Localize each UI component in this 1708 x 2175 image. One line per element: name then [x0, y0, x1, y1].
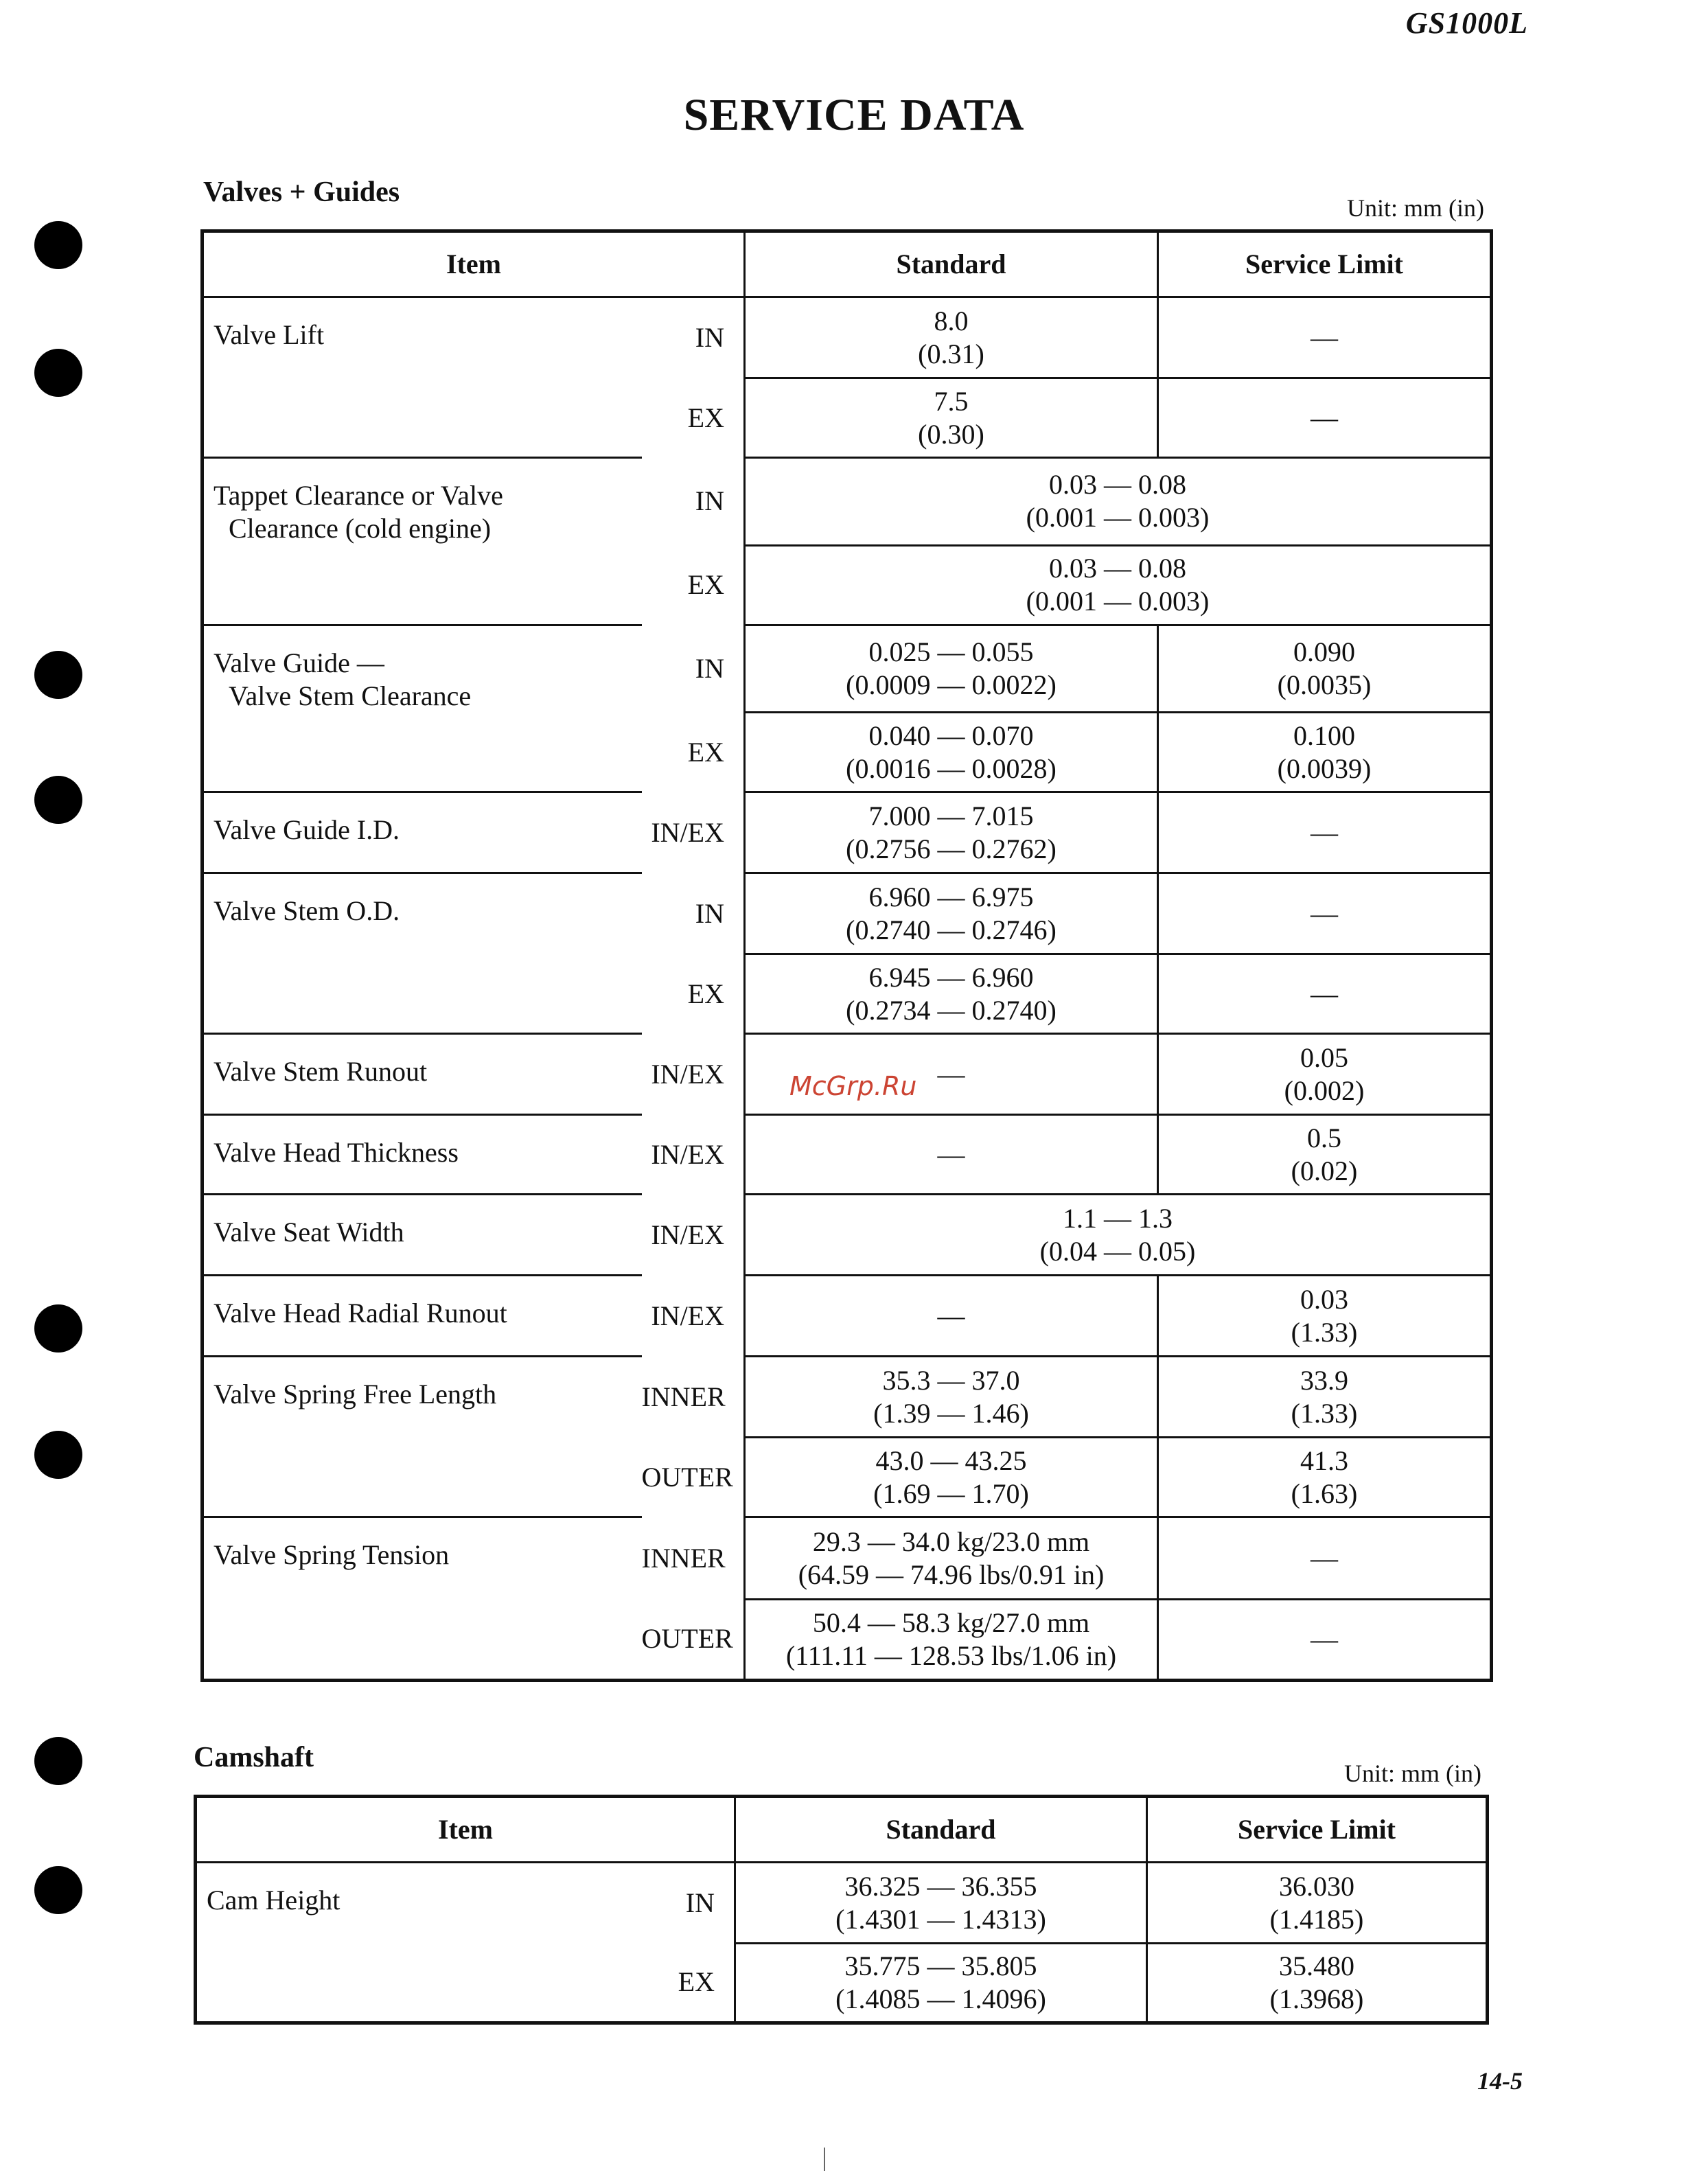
service-limit-value — [1158, 1034, 1492, 1115]
standard-value-line: (1.4085 — 1.4096) — [835, 1983, 1046, 2014]
page-number: 14-5 — [1477, 2067, 1523, 2095]
item-name-line-2: Valve Stem Clearance — [229, 680, 472, 711]
item-name-line: Valve Stem Runout — [214, 1056, 428, 1087]
service-limit-value-line: 35.480 — [1279, 1950, 1354, 1981]
standard-value-line: (64.59 — 74.96 lbs/0.91 in) — [798, 1558, 1105, 1590]
item-name-line: Valve Guide — — [214, 647, 384, 678]
standard-value — [745, 954, 1158, 1034]
binder-hole — [34, 349, 82, 397]
item-name-line-2: Clearance (cold engine) — [229, 513, 492, 544]
service-limit-value-line: — — [1311, 816, 1338, 848]
service-limit-value-line: — — [1311, 321, 1338, 353]
standard-value — [745, 873, 1158, 954]
standard-value-line: 0.03 — 0.08 — [1049, 553, 1186, 584]
table-row — [203, 792, 1492, 873]
binder-hole — [34, 1737, 82, 1785]
table-row — [196, 1863, 1488, 1944]
item-code: IN/EX — [642, 1034, 745, 1115]
standard-value-line: (111.11 — 128.53 lbs/1.06 in) — [785, 1640, 1117, 1671]
page-title: SERVICE DATA — [683, 90, 1025, 140]
service-limit-value — [1158, 1438, 1492, 1517]
service-limit-value-line: (1.4185) — [1269, 1903, 1364, 1935]
standard-value — [745, 545, 1492, 625]
service-limit-value-line: (1.63) — [1291, 1477, 1358, 1509]
table-row — [203, 1438, 1492, 1517]
standard-value — [745, 1357, 1158, 1438]
standard-value — [745, 1517, 1158, 1600]
table-row — [203, 545, 1492, 625]
standard-value-line: (1.69 — 1.70) — [873, 1477, 1029, 1509]
standard-value — [745, 1115, 1158, 1195]
standard-value — [745, 297, 1158, 378]
standard-value-line: 1.1 — 1.3 — [1063, 1202, 1173, 1234]
item-name-line: Valve Spring Tension — [214, 1539, 450, 1570]
service-limit-value — [1158, 378, 1492, 458]
standard-value-line: 36.325 — 36.355 — [844, 1870, 1037, 1902]
item-name — [203, 713, 642, 792]
table-row — [203, 1115, 1492, 1195]
service-limit-value-line: (0.0035) — [1277, 669, 1372, 700]
service-limit-value — [1158, 1517, 1492, 1600]
standard-value-line: — — [937, 1138, 965, 1170]
item-name — [203, 297, 642, 378]
item-code: IN — [642, 873, 745, 954]
standard-value-line: (0.0016 — 0.0028) — [846, 752, 1057, 784]
standard-value — [745, 458, 1492, 546]
table-row — [196, 1944, 1488, 2023]
service-limit-value — [1158, 1115, 1492, 1195]
service-limit-value — [1158, 954, 1492, 1034]
item-code: IN — [642, 625, 745, 713]
standard-value-line: (0.2756 — 0.2762) — [846, 833, 1057, 864]
service-limit-value-line: 41.3 — [1300, 1445, 1348, 1476]
service-limit-value — [1158, 713, 1492, 792]
item-name-line: Valve Spring Free Length — [214, 1379, 497, 1409]
standard-value-line: 50.4 — 58.3 kg/27.0 mm — [812, 1607, 1090, 1638]
table-row — [203, 1357, 1492, 1438]
item-code: EX — [642, 954, 745, 1034]
service-limit-value — [1158, 792, 1492, 873]
standard-value-line: (0.04 — 0.05) — [1039, 1235, 1196, 1267]
item-name — [203, 1600, 642, 1681]
unit-label-valves: Unit: mm (in) — [1347, 194, 1484, 222]
col-header-standard: Standard — [735, 1797, 1147, 1863]
crop-mark — [824, 2148, 825, 2171]
service-limit-value-line: — — [1311, 1542, 1338, 1574]
standard-value-line: — — [937, 1058, 965, 1090]
standard-value-line: 35.3 — 37.0 — [882, 1364, 1020, 1396]
standard-value-line: (0.2734 — 0.2740) — [846, 994, 1057, 1026]
standard-value-line: (0.30) — [918, 418, 984, 450]
standard-value-line: 0.040 — 0.070 — [868, 720, 1034, 751]
service-limit-value-line: 0.03 — [1300, 1283, 1348, 1315]
item-name — [203, 545, 642, 625]
table-row — [203, 1195, 1492, 1276]
item-name — [203, 792, 642, 873]
standard-value — [735, 1863, 1147, 1944]
standard-value — [745, 625, 1158, 713]
col-header-item: Item — [196, 1797, 735, 1863]
service-limit-value — [1147, 1863, 1488, 1944]
service-limit-value — [1158, 873, 1492, 954]
item-code: EX — [642, 378, 745, 458]
binder-hole — [34, 221, 82, 269]
item-name-line: Valve Head Thickness — [214, 1137, 459, 1168]
standard-value — [745, 1600, 1158, 1681]
standard-value-line: 6.945 — 6.960 — [868, 961, 1034, 993]
standard-value-line: 0.03 — 0.08 — [1049, 469, 1186, 500]
watermark-text: McGrp.Ru — [789, 1071, 917, 1101]
standard-value-line: 0.025 — 0.055 — [868, 636, 1034, 667]
service-limit-value-line: (1.33) — [1291, 1397, 1358, 1429]
service-limit-value-line: — — [1311, 897, 1338, 929]
item-name — [203, 1034, 642, 1115]
item-name-line: Valve Seat Width — [214, 1217, 404, 1247]
standard-value-line: — — [937, 1300, 965, 1331]
standard-value-line: 6.960 — 6.975 — [868, 881, 1034, 912]
item-name-line: Valve Guide I.D. — [214, 814, 400, 845]
item-name — [203, 1517, 642, 1600]
table-row — [203, 1517, 1492, 1600]
table-row — [203, 1600, 1492, 1681]
service-limit-value-line: — — [1311, 402, 1338, 433]
item-name-line: Valve Head Radial Runout — [214, 1298, 507, 1328]
item-name — [203, 1115, 642, 1195]
standard-value — [745, 1195, 1492, 1276]
standard-value — [745, 713, 1158, 792]
table-row — [203, 713, 1492, 792]
item-name — [196, 1944, 632, 2023]
service-limit-value-line: 33.9 — [1300, 1364, 1348, 1396]
item-name — [203, 1276, 642, 1357]
standard-value — [745, 378, 1158, 458]
table-row — [203, 625, 1492, 713]
service-limit-value-line: 36.030 — [1279, 1870, 1354, 1902]
item-code: IN — [642, 458, 745, 546]
service-limit-value — [1158, 297, 1492, 378]
standard-value-line: (0.001 — 0.003) — [1026, 586, 1210, 617]
item-code: IN/EX — [642, 1195, 745, 1276]
table-row — [203, 954, 1492, 1034]
binder-hole — [34, 651, 82, 699]
item-code: INNER — [642, 1517, 745, 1600]
item-name-line: Valve Stem O.D. — [214, 895, 400, 926]
service-limit-value — [1147, 1944, 1488, 2023]
standard-value-line: 8.0 — [934, 305, 969, 336]
item-name-line: Cam Height — [207, 1885, 341, 1915]
standard-value-line: (0.0009 — 0.0022) — [846, 669, 1057, 700]
service-limit-value — [1158, 1357, 1492, 1438]
binder-hole — [34, 1304, 82, 1353]
section-heading-camshaft: Camshaft — [194, 1742, 314, 1773]
standard-value — [745, 792, 1158, 873]
item-name-line: Valve Lift — [214, 319, 325, 350]
item-code: EX — [632, 1944, 735, 2023]
service-limit-value-line: (0.002) — [1284, 1074, 1365, 1106]
service-limit-value-line: 0.05 — [1300, 1042, 1348, 1073]
section-heading-valves: Valves + Guides — [203, 176, 400, 208]
item-name — [203, 625, 642, 713]
item-name — [196, 1863, 632, 1944]
item-code: IN/EX — [642, 792, 745, 873]
item-name — [203, 1357, 642, 1438]
standard-value — [745, 1438, 1158, 1517]
item-code: OUTER — [642, 1600, 745, 1681]
item-code: OUTER — [642, 1438, 745, 1517]
standard-value-line: (0.2740 — 0.2746) — [846, 914, 1057, 945]
model-code: GS1000L — [1405, 6, 1528, 40]
standard-value — [735, 1944, 1147, 2023]
item-name-line: Tappet Clearance or Valve — [214, 480, 503, 511]
item-code: IN/EX — [642, 1115, 745, 1195]
service-limit-value-line: 0.090 — [1293, 636, 1355, 667]
camshaft-table — [194, 1795, 1489, 2025]
unit-label-camshaft: Unit: mm (in) — [1344, 1760, 1481, 1787]
item-code: IN — [642, 297, 745, 378]
service-limit-value — [1158, 1276, 1492, 1357]
service-limit-value-line: 0.5 — [1307, 1122, 1341, 1153]
service-limit-value — [1158, 1600, 1492, 1681]
service-limit-value — [1158, 625, 1492, 713]
valves-guides-table — [200, 229, 1493, 1682]
col-header-item: Item — [203, 231, 745, 297]
item-name — [203, 1438, 642, 1517]
item-name — [203, 458, 642, 546]
standard-value-line: 7.5 — [934, 385, 969, 417]
item-code: IN — [632, 1863, 735, 1944]
standard-value-line: (1.39 — 1.46) — [873, 1397, 1029, 1429]
table-row — [203, 378, 1492, 458]
service-limit-value-line: (0.0039) — [1277, 752, 1372, 784]
standard-value — [745, 1276, 1158, 1357]
service-limit-value-line: 0.100 — [1293, 720, 1355, 751]
item-code: EX — [642, 545, 745, 625]
standard-value-line: (0.31) — [918, 338, 984, 369]
item-name — [203, 378, 642, 458]
standard-value-line: (1.4301 — 1.4313) — [835, 1903, 1046, 1935]
item-code: EX — [642, 713, 745, 792]
standard-value-line: 35.775 — 35.805 — [844, 1950, 1037, 1981]
standard-value-line: (0.001 — 0.003) — [1026, 502, 1210, 533]
table-row — [203, 458, 1492, 546]
binder-hole — [34, 1866, 82, 1914]
binder-hole — [34, 1431, 82, 1479]
col-header-service-limit: Service Limit — [1147, 1797, 1488, 1863]
binder-hole — [34, 776, 82, 824]
service-limit-value-line: — — [1311, 978, 1338, 1009]
col-header-service-limit: Service Limit — [1158, 231, 1492, 297]
table-row — [203, 1276, 1492, 1357]
service-limit-value-line: — — [1311, 1624, 1338, 1655]
standard-value-line: 7.000 — 7.015 — [868, 800, 1034, 831]
service-limit-value-line: (0.02) — [1291, 1155, 1358, 1186]
col-header-standard: Standard — [745, 231, 1158, 297]
standard-value-line: 29.3 — 34.0 kg/23.0 mm — [812, 1526, 1090, 1557]
item-name — [203, 873, 642, 954]
item-code: IN/EX — [642, 1276, 745, 1357]
item-name — [203, 1195, 642, 1276]
table-row — [203, 297, 1492, 378]
item-name — [203, 954, 642, 1034]
standard-value-line: 43.0 — 43.25 — [875, 1445, 1027, 1476]
service-limit-value-line: (1.33) — [1291, 1316, 1358, 1348]
item-code: INNER — [642, 1357, 745, 1438]
table-row — [203, 873, 1492, 954]
service-limit-value-line: (1.3968) — [1269, 1983, 1364, 2014]
